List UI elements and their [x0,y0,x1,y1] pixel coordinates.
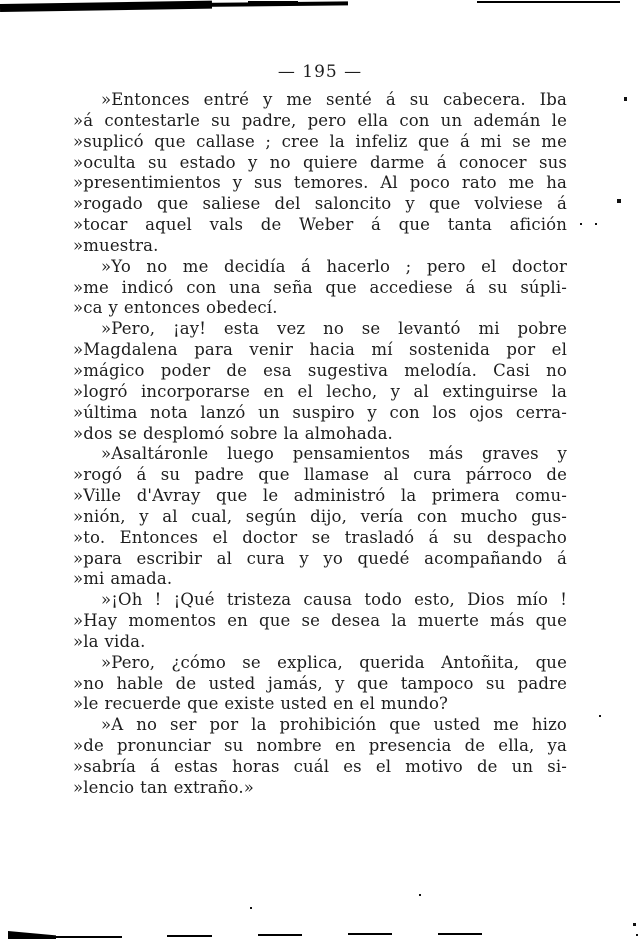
text-line: »á contestarle su padre, pero ella con un ademán le [73,110,567,130]
text-line: »no hable de usted jamás, y que tampoco su padre [73,673,567,693]
text-line: »sabría á estas horas cuál es el motivo de un si- [73,757,567,776]
ink-speck [580,223,582,225]
text-line: »para escribir al cura y yo quedé acompañando á [73,548,567,568]
scan-artifact-top-band [0,1,212,12]
scan-artifact-top-dash [248,1,298,3]
text-line: »Hay momentos en que se desea la muerte más que [73,611,567,631]
text-line: »to. Entonces el doctor se trasladó á su despacho [73,527,567,547]
ink-speck [624,97,627,101]
text-line: »le recuerde que existe usted en el mundo? [73,694,449,714]
text-line: »mágico poder de esa sugestiva melodía. Casi no [73,360,567,380]
text-line: »rogado que saliese del saloncito y que volviese á [73,194,567,214]
ink-speck [419,894,421,896]
text-line: »presentimientos y sus temores. Al poco rato me ha [73,173,567,193]
text-line: »Asaltáronle luego pensamientos más graves y [101,444,567,464]
text-line: »¡Oh ! ¡Qué tristeza causa todo esto, Dios mío ! [101,590,567,610]
text-line: »Pero, ¡ay! esta vez no se levantó mi pobre [101,319,567,339]
page-number: — 195 — [277,62,363,82]
scan-artifact-bottom-dash [438,933,482,935]
text-line: »A no ser por la prohibición que usted me hizo [101,715,567,735]
text-line: »nión, y al cual, según dijo, vería con mucho gus- [73,506,567,526]
text-line: »la vida. [73,631,146,651]
text-line: »mi amada. [73,569,173,589]
text-line: »oculta su estado y no quiere darme á conocer sus [73,152,567,172]
ink-speck [599,715,601,717]
text-line: »Entonces entré y me senté á su cabecera. Iba [101,90,567,109]
text-line: »me indicó con una seña que accediese á su súpli- [73,277,567,297]
scan-artifact-bottom-dash [258,934,302,936]
ink-speck [636,934,638,936]
text-line: »rogó á su padre que llamase al cura párroco de [73,465,567,485]
text-line: »logró incorporarse en el lecho, y al extinguirse la [73,381,567,401]
ink-speck [250,907,252,909]
text-line: »Pero, ¿cómo se explica, querida Antoñita, que [101,652,567,672]
scan-artifact-bottom-dash [348,933,392,935]
scan-artifact-bottom-blob [8,931,56,939]
text-line: »suplicó que callase ; cree la infeliz que á mi se me [73,131,567,151]
ink-speck [595,223,597,225]
text-line: »última nota lanzó un suspiro y con los ojos cerra- [73,402,567,422]
body-text [73,90,567,799]
text-line: »Magdalena para venir hacia mí sostenida por el [73,340,567,360]
text-line: »de pronunciar su nombre en presencia de ella, ya [73,736,567,756]
ink-speck [633,923,636,926]
ink-speck [617,199,621,203]
text-line: »ca y entonces obedecí. [73,298,278,318]
text-line: »tocar aquel vals de Weber á que tanta afición [73,215,567,235]
text-line: »Yo no me decidía á hacerlo ; pero el doctor [101,256,567,276]
text-line: »Ville d'Avray que le administró la primera comu- [73,486,567,506]
text-line: »dos se desplomó sobre la almohada. [73,423,393,443]
text-line: »lencio tan extraño.» [73,777,254,797]
text-line: »muestra. [73,235,159,255]
scan-artifact-bottom-dash [167,935,212,937]
scan-artifact-bottom-dash [52,936,122,938]
scan-artifact-top-line [477,1,620,3]
